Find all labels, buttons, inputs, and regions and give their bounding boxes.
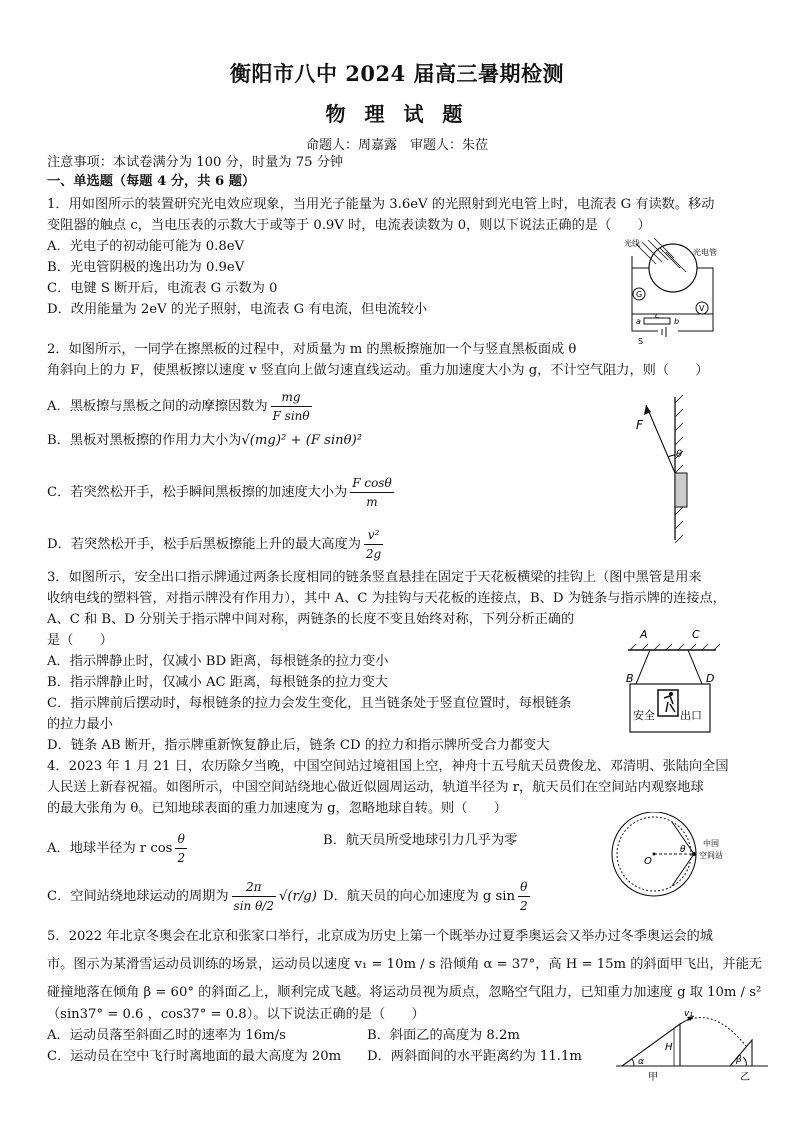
svg-text:c: c bbox=[655, 311, 660, 320]
q1-option-d: D．改用能量为 2eV 的光子照射，电流表 G 有电流，但电流较小 bbox=[47, 302, 428, 317]
q4-option-a: A．地球半径为 r cos $\frac{\theta}{2}$ bbox=[47, 832, 186, 865]
svg-text:光线: 光线 bbox=[624, 239, 640, 248]
svg-text:C: C bbox=[692, 628, 700, 641]
svg-text:V: V bbox=[699, 304, 705, 313]
q1-option-a: A．光电子的初动能可能为 0.8eV bbox=[47, 239, 245, 254]
q3-stem-line3: A、C 和 B、D 分别关于指示牌中间对称，两链条的长度不变且始终对称，下列分析正确的 bbox=[47, 612, 575, 627]
q3-option-a: A．指示牌静止时，仅减小 BD 距离，每根链条的拉力变小 bbox=[47, 654, 389, 669]
svg-text:O: O bbox=[644, 856, 652, 867]
svg-text:H: H bbox=[665, 1042, 673, 1053]
q1-stem-line2: 变阻器的触点 c，当电压表的示数大于或等于 0.9V 时，电流表读数为 0，则以下说法正确的是（ ） bbox=[47, 218, 651, 233]
q1-stem-line1: 1．用如图所示的装置研究光电效应现象，当用光子能量为 3.6eV 的光照射到光电管上时，电流表 G 有读数。移动 bbox=[47, 197, 715, 212]
svg-text:B: B bbox=[626, 672, 634, 685]
q2-option-c: C．若突然松开手，松手瞬间黑板擦的加速度大小为 $\frac{\text{F cosθ}}{m}$ bbox=[47, 476, 392, 509]
svg-text:θ: θ bbox=[680, 845, 686, 855]
svg-text:G: G bbox=[636, 290, 643, 299]
q4-stem-line1: 4．2023 年 1 月 21 日，农历除夕当晚，中国空间站过境祖国上空，神舟十五号航天员费俊龙、邓清明、张陆向全国 bbox=[47, 759, 729, 774]
svg-text:中国: 中国 bbox=[703, 839, 719, 848]
q1-option-b: B．光电管阴极的逸出功为 0.9eV bbox=[47, 260, 245, 275]
svg-text:v₁: v₁ bbox=[684, 1010, 693, 1019]
q5-option-c: C．运动员在空中飞行时离地面的最大高度为 20m bbox=[47, 1049, 342, 1064]
q4-option-d: D．航天员的向心加速度为 g sin $\frac{\theta}{2}$ bbox=[323, 880, 528, 913]
q5-option-b: B．斜面乙的高度为 8.2m bbox=[367, 1028, 520, 1043]
svg-text:A: A bbox=[640, 628, 648, 641]
q5-ski-jump-figure bbox=[612, 1010, 772, 1084]
svg-text:F: F bbox=[636, 418, 643, 432]
svg-text:θ: θ bbox=[676, 449, 683, 460]
q4-stem-line2: 人民送上新春祝福。如图所示，中国空间站绕地心做近似圆周运动，轨道半径为 r，航天员们在空间站内观察地球 bbox=[47, 780, 704, 795]
q2-stem-line1: 2．如图所示，一同学在擦黑板的过程中，对质量为 m 的黑板擦施加一个与竖直黑板面成 θ bbox=[47, 342, 577, 357]
svg-text:b: b bbox=[674, 317, 680, 326]
q3-option-c-line2: 的拉力最小 bbox=[47, 717, 113, 732]
q4-option-b: B．航天员所受地球引力几乎为零 bbox=[323, 833, 518, 848]
svg-text:α: α bbox=[638, 1057, 644, 1067]
svg-text:甲: 甲 bbox=[648, 1072, 658, 1083]
q5-stem-line1: 5．2022 年北京冬奥会在北京和张家口举行，北京成为历史上第一个既举办过夏季奥运会又举办过冬季奥运会的城 bbox=[47, 929, 713, 944]
svg-text:a: a bbox=[636, 317, 641, 326]
svg-text:空间站: 空间站 bbox=[699, 851, 723, 860]
q1-photoelectric-circuit-figure bbox=[618, 236, 738, 346]
q4-option-c: C．空间站绕地球运动的周期为 $\frac{2\pi}{\text{sin θ/2}}$ √(r/g) bbox=[47, 880, 317, 913]
section-heading: 一、单选题（每题 4 分，共 6 题） bbox=[47, 174, 256, 189]
q3-option-b: B．指示牌静止时，仅减小 AC 距离，每根链条的拉力变大 bbox=[47, 675, 388, 690]
q5-stem-line4: （sin37° = 0.6 ，cos37° = 0.8）。以下说法正确的是（ ） bbox=[47, 1007, 425, 1022]
q2-option-b: B．黑板对黑板擦的作用力大小为√(mg)² + (F sinθ)² bbox=[47, 433, 363, 448]
exam-authors: 命题人：周嘉露 审题人：朱莅 bbox=[305, 138, 488, 153]
q4-stem-line3: 的最大张角为 θ。已知地球表面的重力加速度为 g，忽略地球自转。则（ ） bbox=[47, 801, 507, 816]
svg-text:乙: 乙 bbox=[740, 1072, 750, 1083]
q3-stem-line1: 3．如图所示，安全出口指示牌通过两条长度相同的链条竖直悬挂在固定于天花板横梁的挂钩上（图中黑管是用来 bbox=[47, 570, 702, 585]
svg-text:D: D bbox=[706, 672, 715, 685]
q2-option-a: A．黑板擦与黑板之间的动摩擦因数为 $\frac{mg}{\text{F sinθ}}$ bbox=[47, 390, 310, 423]
q3-option-c-line1: C．指示牌前后摆动时，每根链条的拉力会发生变化，且当链条处于竖直位置时，每根链条 bbox=[47, 696, 572, 711]
q2-option-d: D．若突然松开手，松手后黑板擦能上升的最大高度为 $\frac{\text{v²}}{2g}$ bbox=[47, 528, 382, 561]
q5-stem-line3: 碰撞地落在倾角 β = 60° 的斜面乙上，顺利完成飞越。将运动员视为质点，忽略空气阻力，已知重力加速度 g 取 10m / s² bbox=[47, 985, 762, 1000]
exam-title: 衡阳市八中 2024 届高三暑期检测 bbox=[229, 61, 565, 86]
svg-text:出口: 出口 bbox=[680, 709, 702, 722]
q3-exit-sign-figure bbox=[622, 624, 722, 736]
exam-subject: 物 理 试 题 bbox=[325, 102, 469, 126]
q3-stem-line4: 是（ ） bbox=[47, 633, 113, 648]
q2-eraser-blackboard-figure bbox=[628, 395, 708, 545]
q5-option-d: D．两斜面间的水平距离约为 11.1m bbox=[367, 1049, 582, 1064]
svg-text:安全: 安全 bbox=[633, 709, 655, 722]
q3-option-d: D．链条 AB 断开，指示牌重新恢复静止后，链条 CD 的拉力和指示牌所受合力都变大 bbox=[47, 738, 550, 753]
q1-option-c: C．电键 S 断开后，电流表 G 示数为 0 bbox=[47, 281, 278, 296]
q5-option-a: A．运动员落至斜面乙时的速率为 16m/s bbox=[47, 1028, 286, 1043]
svg-text:S: S bbox=[638, 337, 644, 346]
svg-text:光电管: 光电管 bbox=[693, 248, 717, 257]
q3-stem-line2: 收纳电线的塑料管，对指示牌没有作用力），其中 A、C 为挂钩与天花板的连接点，B、D 为链条与指示牌的连接点， bbox=[47, 591, 726, 606]
q5-stem-line2: 市。图示为某滑雪运动员训练的场景，运动员以速度 v₁ = 10m / s 沿倾角 α = 37°，高 H = 15m 的斜面甲飞出，并能无 bbox=[47, 957, 763, 972]
q4-orbit-figure bbox=[606, 812, 756, 898]
svg-text:β: β bbox=[736, 1055, 742, 1065]
exam-notice: 注意事项：本试卷满分为 100 分，时量为 75 分钟 bbox=[47, 155, 344, 170]
q2-stem-line2: 角斜向上的力 F，使黑板擦以速度 v 竖直向上做匀速直线运动。重力加速度大小为 g，不计空气阻力，则（ ） bbox=[47, 363, 709, 378]
